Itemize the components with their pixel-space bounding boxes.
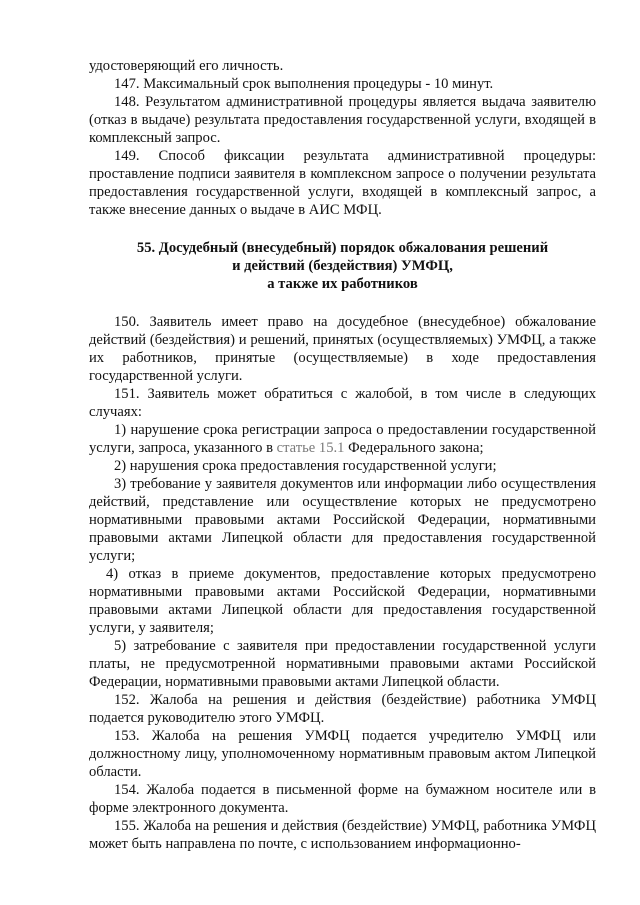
section-heading-line-1: 55. Досудебный (внесудебный) порядок обжалования решений (136, 240, 549, 256)
paragraph-continuation: удостоверяющий его личность. (89, 58, 284, 74)
paragraph-149: 149. Способ фиксации результата административной процедуры: проставление подписи заявителя в комплексном запросе о получении результата предоставления государственной услуги, входящей в комплексный запрос, а также внесение данных о выдаче в АИС МФЦ. (89, 148, 596, 218)
paragraph-153: 153. Жалоба на решения УМФЦ подается учредителю УМФЦ или должностному лицу, уполномоченному нормативным правовым актом Липецкой области. (89, 728, 596, 780)
section-heading-line-3: а также их работников (267, 276, 418, 292)
paragraph-147: 147. Максимальный срок выполнения процедуры - 10 минут. (114, 76, 494, 92)
list-item-1 (89, 421, 596, 457)
paragraph-151: 151. Заявитель может обратиться с жалобой, в том числе в следующих случаях: (89, 386, 596, 420)
paragraph-150: 150. Заявитель имеет право на досудебное (внесудебное) обжалование действий (бездействия) и решений, принятых (осуществляемых) УМФЦ, а также их работников, принятые (осуществляемые) в ходе предоставления государственной услуги. (89, 314, 596, 384)
paragraph-148: 148. Результатом административной процедуры является выдача заявителю (отказ в выдаче) результата предоставления государственной услуги, входящей в комплексный запрос. (89, 94, 596, 146)
paragraph-152: 152. Жалоба на решения и действия (бездействие) работника УМФЦ подается руководителю этого УМФЦ. (89, 692, 596, 726)
document-body (89, 57, 596, 853)
law-article-link[interactable]: статье 15.1 (276, 440, 345, 456)
list-item-1-text: 1) нарушение срока регистрации запроса о предоставлении государственной услуги, запроса, указанного в (89, 422, 596, 456)
section-heading (89, 239, 596, 293)
section-heading-line-2: и действий (бездействия) УМФЦ, (232, 258, 453, 274)
list-item-4: 4) отказ в приеме документов, предоставление которых предусмотрено нормативными правовыми актами Российской Федерации, нормативными правовыми актами Липецкой области для предоставления государственной услуги, у заявителя; (89, 566, 596, 636)
paragraph-154: 154. Жалоба подается в письменной форме на бумажном носителе или в форме электронного документа. (89, 782, 596, 816)
list-item-3: 3) требование у заявителя документов или информации либо осуществления действий, представление или осуществление которых не предусмотрено нормативными правовыми актами Российской Федерации, нормативными правовыми актами Липецкой области для предоставления государственной услуги; (89, 476, 596, 564)
paragraph-155: 155. Жалоба на решения и действия (бездействие) УМФЦ, работника УМФЦ может быть направлена по почте, с использованием информационно- (89, 818, 596, 852)
list-item-1-tail: Федерального закона; (344, 440, 484, 456)
list-item-5: 5) затребование с заявителя при предоставлении государственной услуги платы, не предусмотренной нормативными правовыми актами Российской Федерации, нормативными правовыми актами Липецкой области. (89, 638, 596, 690)
list-item-2: 2) нарушения срока предоставления государственной услуги; (114, 458, 497, 474)
